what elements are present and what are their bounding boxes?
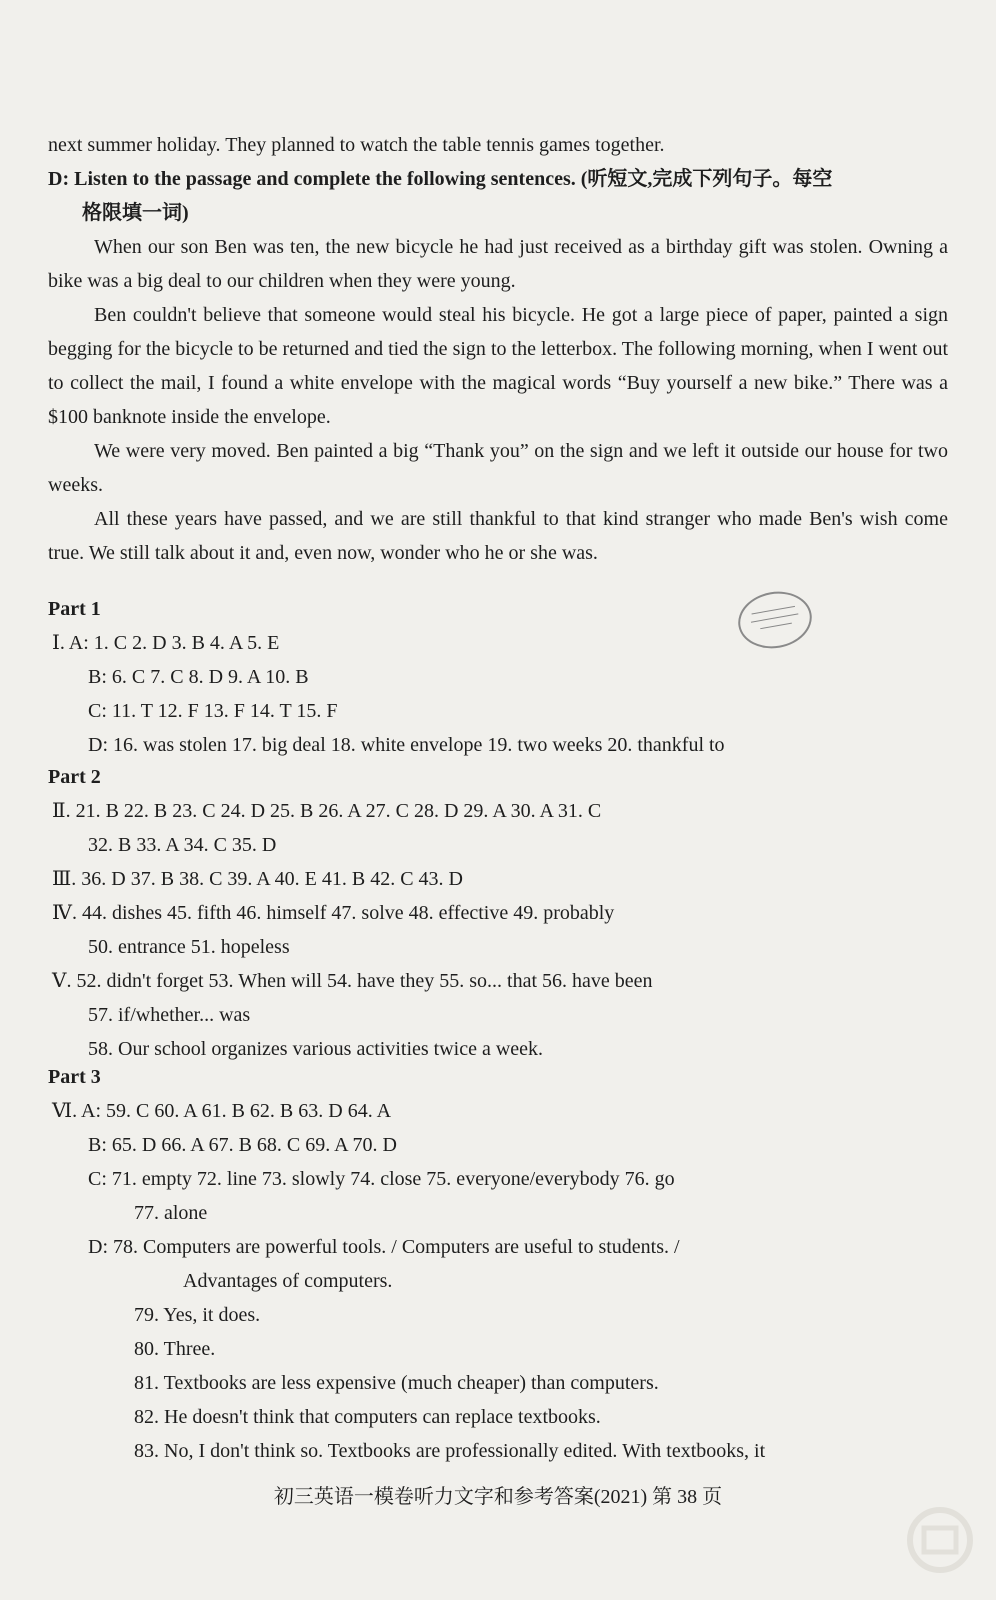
part-3-line: Ⅵ. A: 59. C 60. A 61. B 62. B 63. D 64. A [52, 1100, 392, 1122]
part-1 [48, 592, 948, 762]
part-2-line: 50. entrance 51. hopeless [88, 936, 290, 958]
part-3-line: 77. alone [134, 1202, 208, 1224]
part-1-line: C: 11. T 12. F 13. F 14. T 15. F [88, 700, 338, 722]
stamp-seal-icon [742, 595, 807, 641]
part-3-line: 83. No, I don't think so. Textbooks are professionally edited. With textbooks, it [134, 1440, 766, 1462]
passage-paragraph-3: We were very moved. Ben painted a big “Thank you” on the sign and we left it outside our house for two weeks. [48, 440, 948, 496]
part-2 [48, 760, 948, 1066]
part-3-heading: Part 3 [48, 1066, 101, 1088]
part-1-heading: Part 1 [48, 598, 101, 620]
part-2-line: 32. B 33. A 34. C 35. D [88, 834, 277, 856]
part-3 [48, 1060, 948, 1468]
passage-paragraph-4: All these years have passed, and we are still thankful to that kind stranger who made Ben's wish come true. We still talk about it and, even now, wonder who he or she was. [48, 508, 948, 564]
section-d-title: D: Listen to the passage and complete the following sentences. (听短文,完成下列句子。每空 [48, 168, 833, 190]
part-3-line: 80. Three. [134, 1338, 216, 1360]
part-3-line: B: 65. D 66. A 67. B 68. C 69. A 70. D [88, 1134, 397, 1156]
part-1-line: D: 16. was stolen 17. big deal 18. white envelope 19. two weeks 20. thankful to [88, 734, 725, 756]
part-1-line: Ⅰ. A: 1. C 2. D 3. B 4. A 5. E [52, 632, 280, 654]
part-3-line: Advantages of computers. [183, 1270, 393, 1292]
watermark-logo-icon [900, 1500, 980, 1580]
part-2-line: Ⅱ. 21. B 22. B 23. C 24. D 25. B 26. A 27. C 28. D 29. A 30. A 31. C [52, 800, 602, 822]
part-3-line: 81. Textbooks are less expensive (much cheaper) than computers. [134, 1372, 659, 1394]
part-2-line: Ⅳ. 44. dishes 45. fifth 46. himself 47. solve 48. effective 49. probably [52, 902, 615, 924]
part-2-line: 57. if/whether... was [88, 1004, 251, 1026]
part-3-line: 82. He doesn't think that computers can replace textbooks. [134, 1406, 601, 1428]
section-d [48, 162, 948, 570]
part-3-line: C: 71. empty 72. line 73. slowly 74. close 75. everyone/everybody 76. go [88, 1168, 675, 1190]
part-2-line: Ⅲ. 36. D 37. B 38. C 39. A 40. E 41. B 42. C 43. D [52, 868, 463, 890]
part-2-line: 58. Our school organizes various activities twice a week. [88, 1038, 544, 1060]
part-1-line: B: 6. C 7. C 8. D 9. A 10. B [88, 666, 309, 688]
section-d-title-cont: 格限填一词) [82, 202, 189, 224]
passage-paragraph-2: Ben couldn't believe that someone would steal his bicycle. He got a large piece of paper, painted a sign begging for the bicycle to be returned and tied the sign to the letterbox. The following morning, when I went out to collect the mail, I found a white envelope with the magical words “Buy yourself a new bike.” There was a $100 banknote inside the envelope. [48, 304, 948, 428]
part-2-heading: Part 2 [48, 766, 101, 788]
part-2-line: Ⅴ. 52. didn't forget 53. When will 54. have they 55. so... that 56. have been [52, 970, 653, 992]
part-3-line: 79. Yes, it does. [134, 1304, 261, 1326]
passage-paragraph-1: When our son Ben was ten, the new bicycle he had just received as a birthday gift was stolen. Owning a bike was a big deal to our children when they were young. [48, 236, 948, 292]
intro-line: next summer holiday. They planned to watch the table tennis games together. [48, 134, 665, 156]
page-footer: 初三英语一模卷听力文字和参考答案(2021) 第 38 页 [273, 1486, 723, 1508]
part-3-line: D: 78. Computers are powerful tools. / Computers are useful to students. / [88, 1236, 680, 1258]
